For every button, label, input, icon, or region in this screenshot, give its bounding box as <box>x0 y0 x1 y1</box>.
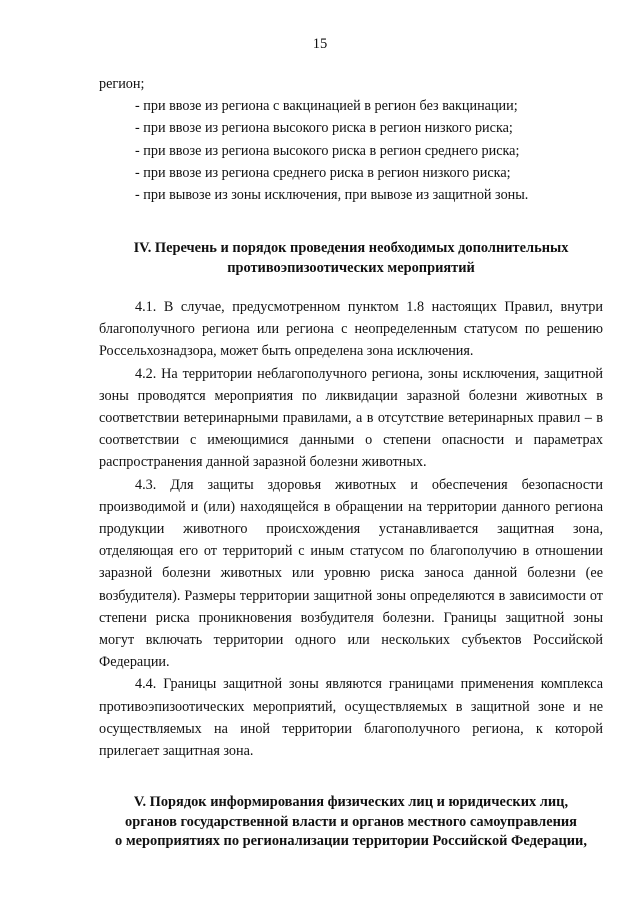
intro-first-line: регион; <box>99 76 145 92</box>
bullet-item: - при ввозе из региона с вакцинацией в регион без вакцинации; <box>135 98 518 115</box>
section-4-heading <box>99 239 603 278</box>
paragraph-4-2: 4.2. На территории неблагополучного региона, зоны исключения, защитной зоны проводятся мероприятия по ликвидации заразной болезни животных в соответствии ветеринарными правилами, а в отсутствие ветеринарных правил – в соответствии с имеющимися данными о степени опасности и параметрах распространения данной заразной болезни животных. <box>99 365 603 471</box>
section-5-heading-line: органов государственной власти и органов местного самоуправления <box>125 813 577 830</box>
intro-block <box>99 73 603 206</box>
section-5-heading-line: о мероприятиях по регионализации территории Российской Федерации, <box>115 833 587 849</box>
section-5-heading-line: V. Порядок информирования физических лиц и юридических лиц, <box>133 794 569 810</box>
paragraph-4-4: 4.4. Границы защитной зоны являются границами применения комплекса противоэпизоотических мероприятий, осуществляемых в защитной зоне и не осуществляемых на иной территории благополучного региона, к которой прилегает защитная зона. <box>99 676 603 760</box>
page-number: 15 <box>312 36 328 52</box>
section-4-heading-line: IV. Перечень и порядок проведения необходимых дополнительных <box>133 240 569 256</box>
paragraph-4-3: 4.3. Для защиты здоровья животных и обеспечения безопасности производимой и (или) находящейся в обращении на территории данного региона продукции животного происхождения устанавливается защитная зона, отделяющая его от территорий с иным статусом по благополучию в отношении заразной болезни животных или уровню риска заноса данной болезни (ее возбудителя). Размеры территории защитной зоны определяются в зависимости от степени риска проникновения возбудителя болезни. Границы защитной зоны могут включать территории одного или нескольких субъектов Российской Федерации. <box>99 476 603 671</box>
bullet-item: - при ввозе из региона высокого риска в регион среднего риска; <box>135 142 520 159</box>
bullet-item: - при ввозе из региона среднего риска в регион низкого риска; <box>135 164 511 181</box>
section-4-heading-line: противоэпизоотических мероприятий <box>227 259 475 276</box>
section-4-body <box>99 296 603 762</box>
paragraph-4-1: 4.1. В случае, предусмотренном пунктом 1.8 настоящих Правил, внутри благополучного региона или региона с неопределенным статусом по решению Россельхознадзора, может быть определена зона исключения. <box>99 299 603 360</box>
bullet-item: - при ввозе из региона высокого риска в регион низкого риска; <box>135 120 513 137</box>
bullet-item: - при вывозе из зоны исключения, при вывозе из защитной зоны. <box>135 187 529 204</box>
section-5-heading <box>99 793 603 852</box>
